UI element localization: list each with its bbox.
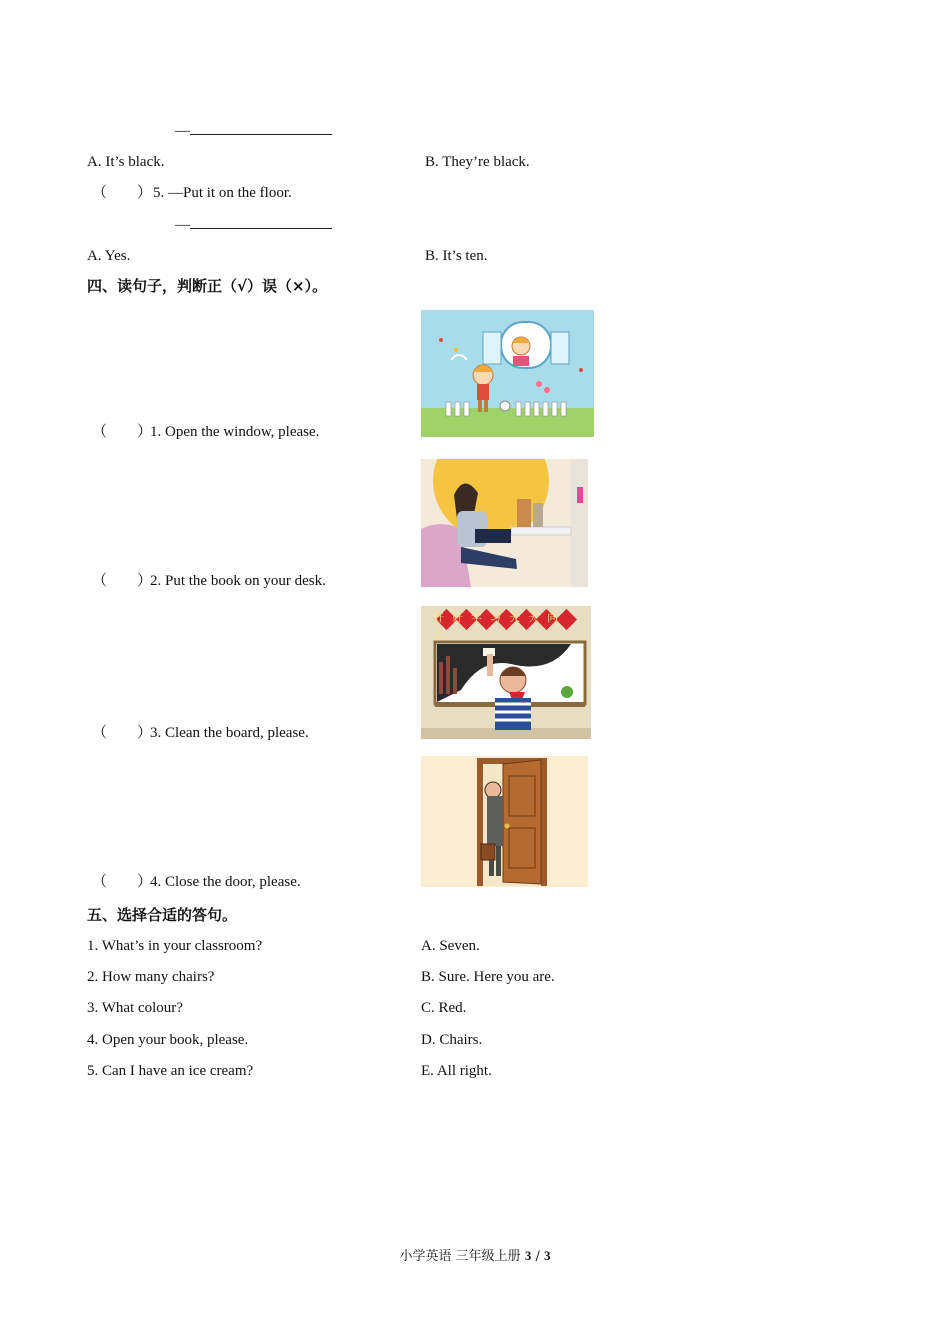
- footer-page-number: 3: [524, 1248, 532, 1263]
- s5-answer: A. Seven.: [421, 938, 480, 954]
- s5-answer: B. Sure. Here you are.: [421, 969, 555, 985]
- section4-heading: 四、读句子，判断正（√）误（×）。: [87, 277, 328, 295]
- answer-paren: （ ）: [92, 424, 153, 440]
- door-man-image: [421, 756, 588, 887]
- window-children-image: [421, 310, 594, 437]
- answer-paren: （ ）: [92, 725, 153, 741]
- s4-item-3: [92, 724, 309, 742]
- s4-item-text: 3. Clean the board, please.: [150, 725, 309, 741]
- s4-item-text: 1. Open the window, please.: [150, 424, 320, 440]
- window-children-drawing: [421, 310, 594, 437]
- s4-item-1: [92, 423, 319, 441]
- section5-heading: 五、选择合适的答句。: [87, 906, 238, 924]
- s5-question: 3. What colour?: [87, 1000, 183, 1016]
- q5-answer-line: [175, 216, 332, 234]
- footer-separator: /: [531, 1249, 544, 1264]
- q4-option-a: A. It’s black.: [87, 154, 165, 170]
- s5-answer: D. Chairs.: [421, 1032, 483, 1048]
- blackboard-boy-image: [421, 606, 591, 739]
- s5-question: 4. Open your book, please.: [87, 1032, 249, 1048]
- s4-item-2: [92, 572, 326, 590]
- s4-item-text: 2. Put the book on your desk.: [150, 573, 326, 589]
- s5-answer: E. All right.: [421, 1063, 492, 1079]
- answer-blank: [190, 122, 332, 135]
- q4-option-b: B. They’re black.: [425, 154, 530, 170]
- s5-answer: C. Red.: [421, 1000, 467, 1016]
- q5-option-a: A. Yes.: [87, 248, 131, 264]
- s5-question: 2. How many chairs?: [87, 969, 215, 985]
- s4-item-text: 4. Close the door, please.: [150, 874, 301, 890]
- q5-paren: （ ）: [92, 185, 153, 201]
- girl-desk-drawing: [421, 459, 588, 587]
- footer-total-pages: 3: [543, 1248, 551, 1263]
- banner-text: 好好学习天天向上: [433, 611, 566, 640]
- s5-question: 5. Can I have an ice cream?: [87, 1063, 254, 1079]
- q5-option-b: B. It’s ten.: [425, 248, 488, 264]
- s5-question: 1. What’s in your classroom?: [87, 938, 263, 954]
- q4-answer-line: [175, 122, 332, 140]
- dash: —: [175, 217, 190, 233]
- page-footer: [0, 1247, 950, 1266]
- girl-desk-image: [421, 459, 588, 587]
- s4-item-4: [92, 873, 301, 891]
- answer-paren: （ ）: [92, 874, 153, 890]
- answer-blank: [190, 216, 332, 229]
- q5-question: 5. —Put it on the floor.: [153, 185, 292, 201]
- dash: —: [175, 123, 190, 139]
- answer-paren: （ ）: [92, 573, 153, 589]
- door-man-drawing: [421, 756, 588, 887]
- footer-subject: 小学英语 三年级上册: [399, 1249, 521, 1264]
